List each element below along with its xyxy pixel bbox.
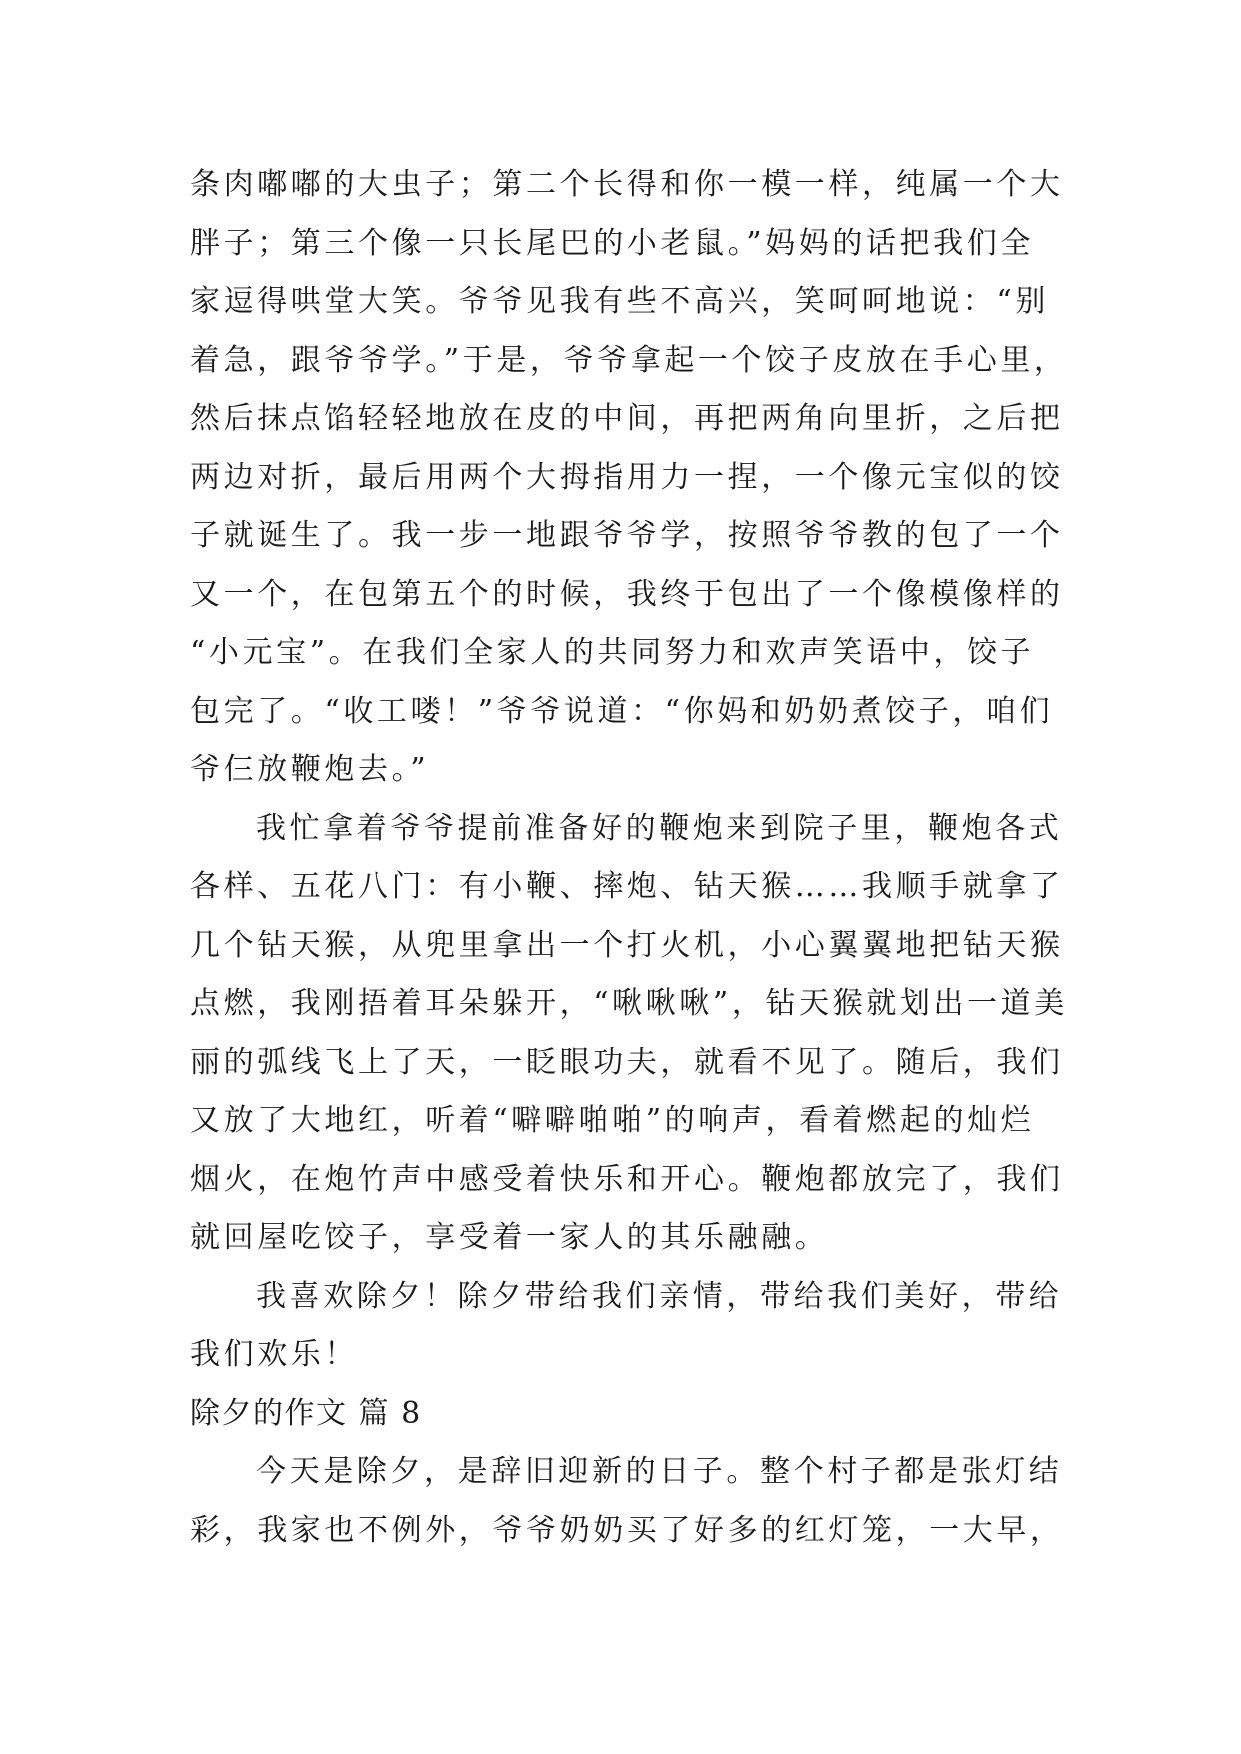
text-line: 点燃，我刚捂着耳朵躲开，“啾啾啾”，钻天猴就划出一道美 xyxy=(190,986,1068,1021)
text-line: 我忙拿着爷爷提前准备好的鞭炮来到院子里，鞭炮各式 xyxy=(256,810,1063,846)
text-line: 子就诞生了。我一步一地跟爷爷学，按照爷爷教的包了一个 xyxy=(190,518,1064,553)
text-line: 彩，我家也不例外，爷爷奶奶买了好多的红灯笼，一大早， xyxy=(190,1512,1064,1548)
paragraph-4 xyxy=(190,1443,1064,1560)
text-line: 然后抹点馅轻轻地放在皮的中间，再把两角向里折，之后把 xyxy=(190,401,1064,436)
text-line: 两边对折，最后用两个大拇指用力一捏，一个像元宝似的饺 xyxy=(190,459,1064,495)
text-line: 丽的弧线飞上了天，一眨眼功夫，就看不见了。随后，我们 xyxy=(190,1044,1064,1080)
text-line: 又放了大地红，听着“噼噼啪啪”的响声，看着燃起的灿烂 xyxy=(190,1103,1035,1138)
document-body xyxy=(190,156,1068,1560)
text-line: 爷仨放鞭炮去。” xyxy=(190,752,430,787)
paragraph-1 xyxy=(190,156,1068,800)
text-line: 包完了。“收工喽！”爷爷说道：“你妈和奶奶煮饺子，咱们 xyxy=(190,693,1054,729)
text-line: 着急，跟爷爷学。”于是，爷爷拿起一个饺子皮放在手心里， xyxy=(190,342,1068,378)
text-line: 烟火，在炮竹声中感受着快乐和开心。鞭炮都放完了，我们 xyxy=(190,1161,1064,1197)
text-line: 几个钻天猴，从兜里拿出一个打火机，小心翼翼地把钻天猴 xyxy=(190,927,1064,963)
text-line: “小元宝”。在我们全家人的共同努力和欢声笑语中，饺子 xyxy=(190,635,1035,670)
paragraph-2 xyxy=(190,800,1068,1268)
section-heading: 除夕的作文 篇 8 xyxy=(190,1395,422,1431)
text-line: 条肉嘟嘟的大虫子；第二个长得和你一模一样，纯属一个大 xyxy=(190,167,1064,202)
text-line: 各样、五花八门：有小鞭、摔炮、钻天猴……我顺手就拿了 xyxy=(190,869,1064,904)
text-line: 又一个，在包第五个的时候，我终于包出了一个像模像样的 xyxy=(190,576,1064,612)
text-line: 今天是除夕，是辞旧迎新的日子。整个村子都是张灯结 xyxy=(256,1454,1063,1489)
paragraph-3 xyxy=(190,1268,1063,1385)
text-line: 就回屋吃饺子，享受着一家人的其乐融融。 xyxy=(190,1220,829,1255)
text-line: 我们欢乐！ xyxy=(190,1337,358,1372)
text-line: 我喜欢除夕！除夕带给我们亲情，带给我们美好，带给 xyxy=(256,1278,1063,1314)
text-line: 家逗得哄堂大笑。爷爷见我有些不高兴，笑呵呵地说：“别 xyxy=(190,284,1049,319)
text-line: 胖子；第三个像一只长尾巴的小老鼠。”妈妈的话把我们全 xyxy=(190,225,1034,261)
